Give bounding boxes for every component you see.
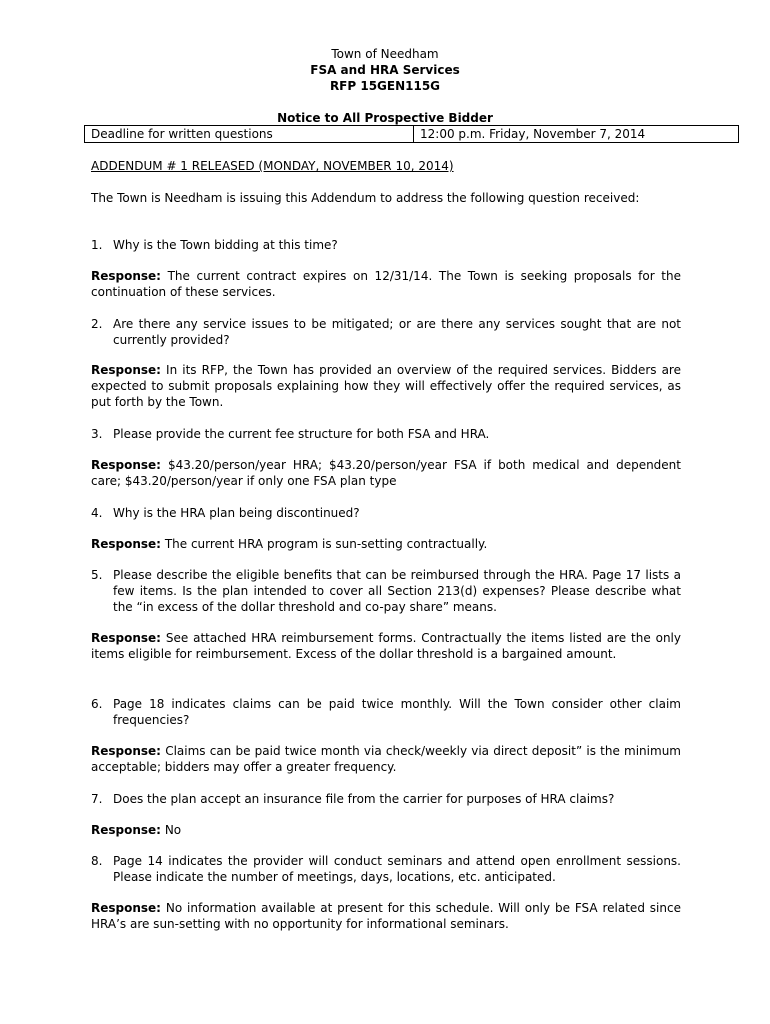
deadline-row <box>85 126 739 143</box>
question-number: 8. <box>91 854 103 868</box>
deadline-table <box>84 125 739 143</box>
response-text: No information available at present for this schedule. Will only be FSA related since HRA’s are sun-setting with no opportunity for informational seminars. <box>91 901 681 931</box>
response-4 <box>91 536 681 552</box>
question-4 <box>91 505 681 521</box>
question-6 <box>91 696 681 728</box>
response-text: See attached HRA reimbursement forms. Contractually the items listed are the only items eligible for reimbursement. Excess of the dollar threshold is a bargained amount. <box>91 631 681 661</box>
response-5 <box>91 630 681 662</box>
question-text: Page 18 indicates claims can be paid twice monthly. Will the Town consider other claim frequencies? <box>113 697 681 727</box>
question-5 <box>91 567 681 615</box>
question-number: 2. <box>91 317 103 331</box>
question-text: Please describe the eligible benefits that can be reimbursed through the HRA. Page 17 lists a few items. Is the plan intended to cover all Section 213(d) expenses? Please describe what the “in excess of the dollar threshold and co-pay share” means. <box>113 568 681 614</box>
response-label: Response: <box>91 744 161 758</box>
addendum-intro: The Town is Needham is issuing this Addendum to address the following question received: <box>91 191 640 205</box>
question-7 <box>91 791 681 807</box>
question-8 <box>91 853 681 885</box>
response-label: Response: <box>91 901 161 915</box>
question-text: Why is the HRA plan being discontinued? <box>113 506 360 520</box>
question-number: 1. <box>91 238 103 252</box>
response-label: Response: <box>91 363 161 377</box>
question-text: Why is the Town bidding at this time? <box>113 238 338 252</box>
deadline-value: 12:00 p.m. Friday, November 7, 2014 <box>414 126 739 143</box>
question-text: Page 14 indicates the provider will conduct seminars and attend open enrollment sessions. Please indicate the number of meetings, days, locations, etc. anticipated. <box>113 854 681 884</box>
response-text: Claims can be paid twice month via check/weekly via direct deposit” is the minimum acceptable; bidders may offer a greater frequency. <box>91 744 681 774</box>
question-text: Please provide the current fee structure for both FSA and HRA. <box>113 427 490 441</box>
response-7 <box>91 822 681 838</box>
deadline-label: Deadline for written questions <box>85 126 414 143</box>
question-number: 3. <box>91 427 103 441</box>
response-3 <box>91 457 681 489</box>
question-1 <box>91 237 681 253</box>
response-text: $43.20/person/year HRA; $43.20/person/year FSA if both medical and dependent care; $43.20/person/year if only one FSA plan type <box>91 458 681 488</box>
question-2 <box>91 316 681 348</box>
notice-title: Notice to All Prospective Bidder <box>277 111 493 125</box>
response-label: Response: <box>91 631 161 645</box>
question-3 <box>91 426 681 442</box>
document-header <box>0 46 770 94</box>
addendum-title: ADDENDUM # 1 RELEASED (MONDAY, NOVEMBER 10, 2014) <box>91 159 454 173</box>
question-text: Does the plan accept an insurance file from the carrier for purposes of HRA claims? <box>113 792 615 806</box>
document-subject: FSA and HRA Services <box>310 63 460 77</box>
question-number: 6. <box>91 697 103 711</box>
response-text: The current contract expires on 12/31/14. The Town is seeking proposals for the continuation of these services. <box>91 269 681 299</box>
town-name: Town of Needham <box>331 47 439 61</box>
response-label: Response: <box>91 269 161 283</box>
response-label: Response: <box>91 458 161 472</box>
response-6 <box>91 743 681 775</box>
response-label: Response: <box>91 823 161 837</box>
question-number: 4. <box>91 506 103 520</box>
question-number: 7. <box>91 792 103 806</box>
response-label: Response: <box>91 537 161 551</box>
response-text: No <box>164 823 182 837</box>
response-text: The current HRA program is sun-setting contractually. <box>164 537 488 551</box>
question-number: 5. <box>91 568 103 582</box>
response-1 <box>91 268 681 300</box>
rfp-number: RFP 15GEN115G <box>329 79 441 93</box>
response-8 <box>91 900 681 932</box>
response-text: In its RFP, the Town has provided an overview of the required services. Bidders are expected to submit proposals explaining how they will effectively offer the required services, as put forth by the Town. <box>91 363 681 409</box>
question-text: Are there any service issues to be mitigated; or are there any services sought that are not currently provided? <box>113 317 681 347</box>
response-2 <box>91 362 681 410</box>
